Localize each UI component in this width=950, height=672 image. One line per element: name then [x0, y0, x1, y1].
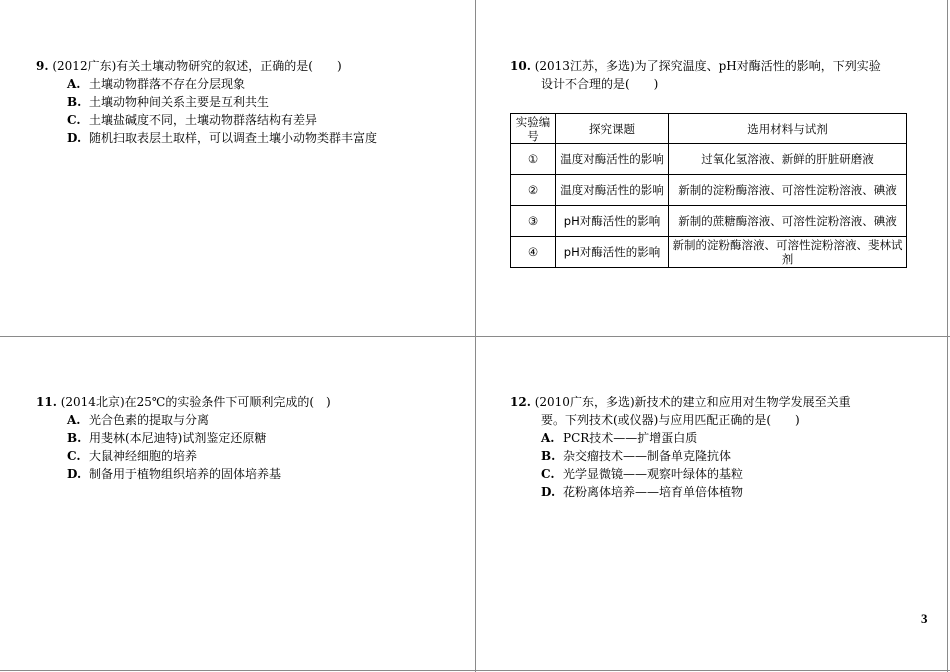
option-text: 制备用于植物组织培养的固体培养基	[89, 467, 282, 481]
table-cell: 新制的淀粉酶溶液、可溶性淀粉溶液、碘液	[669, 175, 907, 206]
table-cell: ④	[511, 237, 556, 268]
question-text-line2: 要。下列技术(或仪器)与应用匹配正确的是( )	[541, 413, 800, 427]
horizontal-divider	[0, 336, 950, 337]
table-cell: ③	[511, 206, 556, 237]
table-cell: 新制的蔗糖酶溶液、可溶性淀粉溶液、碘液	[669, 206, 907, 237]
option-letter: B.	[67, 95, 82, 109]
right-border	[947, 0, 948, 672]
option-letter: D.	[67, 131, 82, 145]
question-number: 11.	[36, 395, 57, 409]
table-header: 选用材料与试剂	[669, 114, 907, 144]
option-letter: D.	[541, 485, 556, 499]
option-c	[541, 465, 851, 483]
question-text: (2010广东，多选)新技术的建立和应用对生物学发展至关重	[534, 395, 851, 409]
question-text-line2: 设计不合理的是( )	[541, 77, 659, 91]
option-text: 光学显微镜——观察叶绿体的基粒	[563, 467, 744, 481]
option-text: 杂交瘤技术——制备单克隆抗体	[563, 449, 732, 463]
page-number: 3	[921, 611, 928, 626]
option-d	[67, 129, 377, 147]
option-a	[67, 411, 331, 429]
option-text: 大鼠神经细胞的培养	[89, 449, 198, 463]
option-text: 土壤盐碱度不同，土壤动物群落结构有差异	[89, 113, 318, 127]
option-b	[67, 93, 377, 111]
table-row	[511, 175, 907, 206]
table-row	[511, 206, 907, 237]
table-header: 实验编号	[511, 114, 556, 144]
question-text: (2013江苏，多选)为了探究温度、pH对酶活性的影响，下列实验	[534, 59, 881, 73]
option-letter: A.	[541, 431, 555, 445]
question-number: 9.	[36, 59, 49, 73]
table-cell: pH对酶活性的影响	[556, 237, 669, 268]
option-a	[541, 429, 851, 447]
table-cell: ①	[511, 144, 556, 175]
option-letter: C.	[67, 113, 81, 127]
question-number: 10.	[510, 59, 531, 73]
table-cell: 过氧化氢溶液、新鲜的肝脏研磨液	[669, 144, 907, 175]
option-letter: B.	[541, 449, 556, 463]
option-text: 花粉离体培养——培育单倍体植物	[563, 485, 744, 499]
option-c	[67, 111, 377, 129]
table-cell: ②	[511, 175, 556, 206]
table-cell: 新制的淀粉酶溶液、可溶性淀粉溶液、斐林试剂	[669, 237, 907, 268]
option-text: PCR技术——扩增蛋白质	[563, 431, 698, 445]
question-9	[36, 57, 377, 147]
option-letter: A.	[67, 77, 81, 91]
option-text: 光合色素的提取与分离	[89, 413, 210, 427]
option-letter: B.	[67, 431, 82, 445]
option-d	[67, 465, 331, 483]
experiment-table	[510, 113, 907, 268]
question-text: (2014北京)在25℃的实验条件下可顺利完成的( )	[60, 395, 331, 409]
question-10-stem	[510, 57, 930, 75]
option-b	[541, 447, 851, 465]
table-cell: 温度对酶活性的影响	[556, 144, 669, 175]
table-header-row	[511, 114, 907, 144]
option-text: 土壤动物种间关系主要是互利共生	[89, 95, 270, 109]
option-text: 用斐林(本尼迪特)试剂鉴定还原糖	[89, 431, 267, 445]
table-row	[511, 237, 907, 268]
question-11	[36, 393, 331, 483]
table-row	[511, 144, 907, 175]
option-letter: D.	[67, 467, 82, 481]
question-11-stem	[36, 393, 331, 411]
option-letter: A.	[67, 413, 81, 427]
option-b	[67, 429, 331, 447]
table-cell: 温度对酶活性的影响	[556, 175, 669, 206]
option-a	[67, 75, 377, 93]
question-text: (2012广东)有关土壤动物研究的叙述，正确的是( )	[52, 59, 342, 73]
question-9-stem	[36, 57, 377, 75]
question-10	[510, 57, 930, 93]
table-cell: pH对酶活性的影响	[556, 206, 669, 237]
table-header: 探究课题	[556, 114, 669, 144]
bottom-border	[0, 670, 950, 671]
option-d	[541, 483, 851, 501]
question-12	[510, 393, 851, 501]
question-12-stem	[510, 393, 851, 411]
option-letter: C.	[541, 467, 555, 481]
option-letter: C.	[67, 449, 81, 463]
option-text: 土壤动物群落不存在分层现象	[89, 77, 246, 91]
question-number: 12.	[510, 395, 531, 409]
option-c	[67, 447, 331, 465]
option-text: 随机扫取表层土取样，可以调查土壤小动物类群丰富度	[89, 131, 378, 145]
